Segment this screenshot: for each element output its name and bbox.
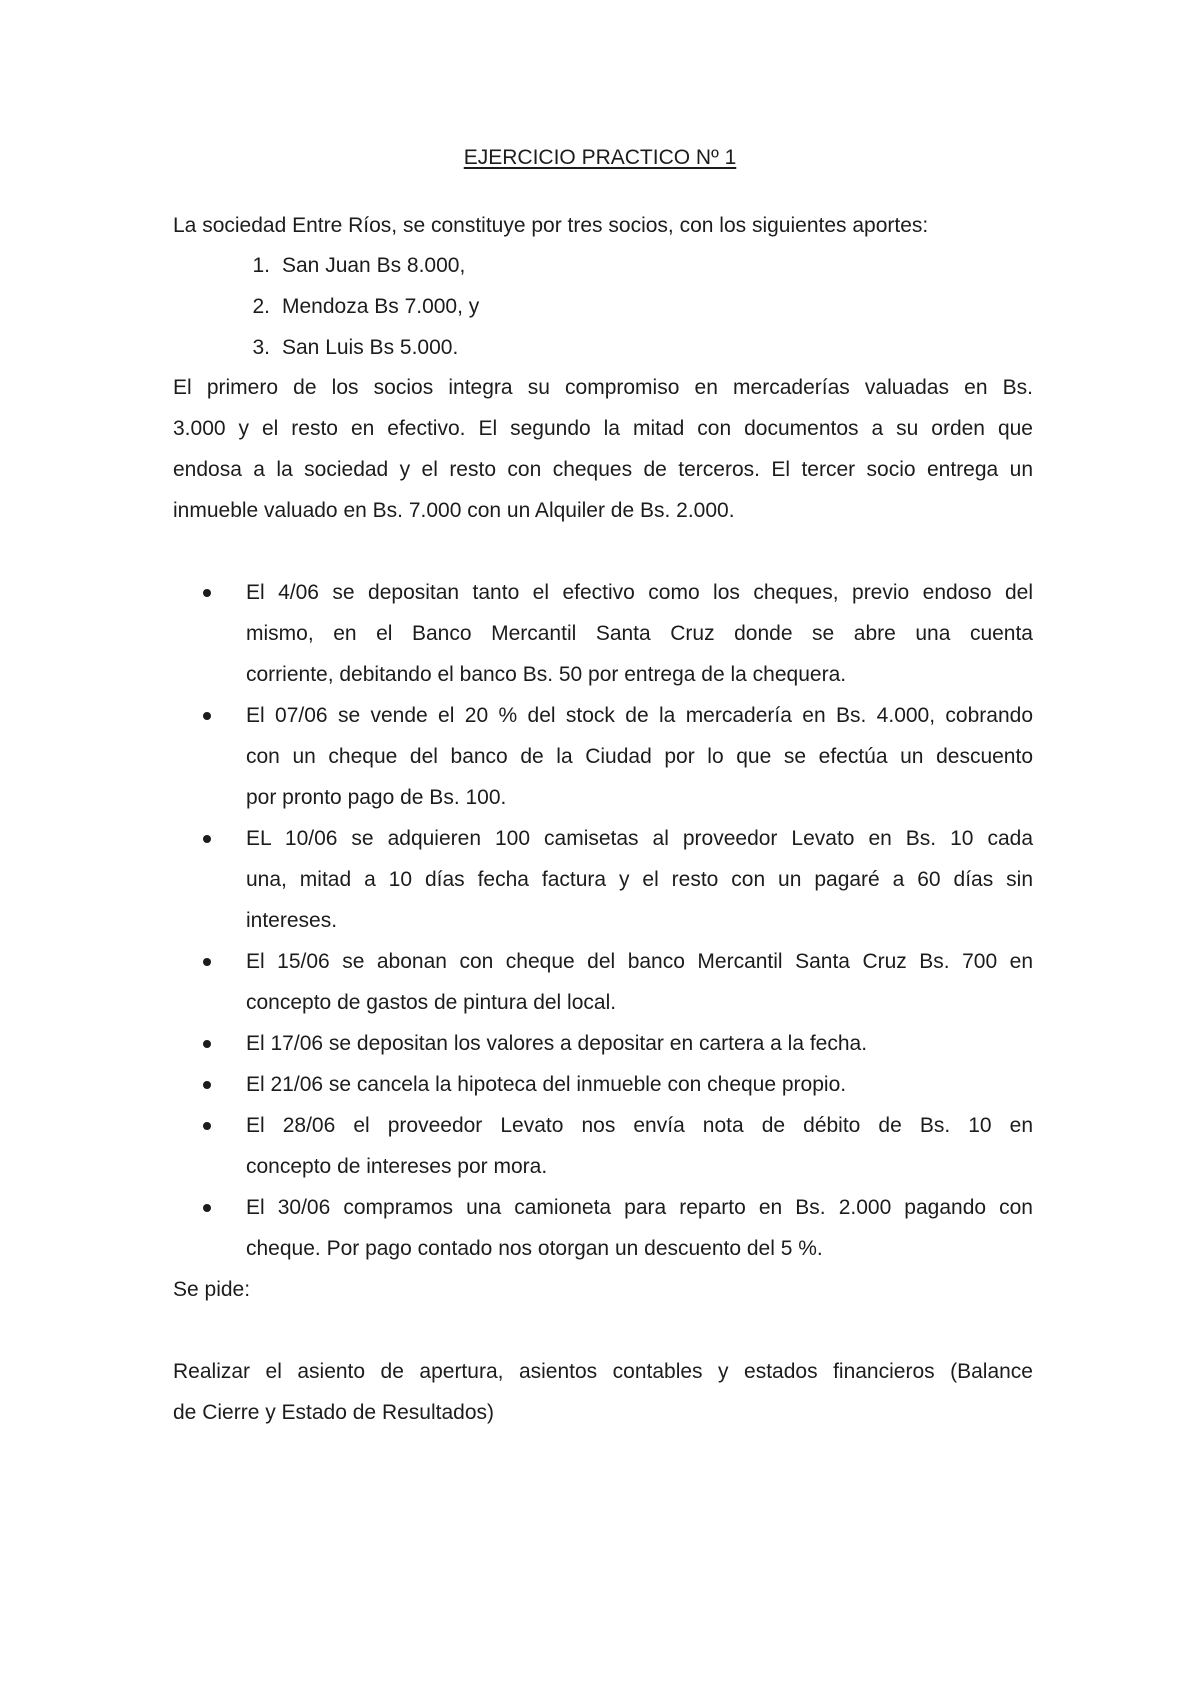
bullet-icon bbox=[203, 949, 213, 959]
bullet-icon bbox=[203, 1072, 213, 1082]
bullet-icon bbox=[203, 1031, 213, 1041]
paragraph-line: El primero de los socios integra su compromiso en mercaderías valuadas en Bs. bbox=[173, 376, 1033, 399]
list-item-line: El 4/06 se depositan tanto el efectivo como los cheques, previo endoso del bbox=[246, 581, 1033, 604]
request-label: Se pide: bbox=[173, 1278, 251, 1301]
intro-text: La sociedad Entre Ríos, se constituye por tres socios, con los siguientes aportes: bbox=[173, 214, 929, 237]
list-item-line: por pronto pago de Bs. 100. bbox=[246, 786, 507, 809]
bullet-icon bbox=[203, 826, 213, 836]
list-item-line: EL 10/06 se adquieren 100 camisetas al proveedor Levato en Bs. 10 cada bbox=[246, 827, 1033, 850]
paragraph-line: inmueble valuado en Bs. 7.000 con un Alquiler de Bs. 2.000. bbox=[173, 499, 735, 522]
list-item-line: El 07/06 se vende el 20 % del stock de la mercadería en Bs. 4.000, cobrando bbox=[246, 704, 1033, 727]
list-item-line: una, mitad a 10 días fecha factura y el resto con un pagaré a 60 días sin bbox=[246, 868, 1033, 891]
list-item-line: El 28/06 el proveedor Levato nos envía nota de débito de Bs. 10 en bbox=[246, 1114, 1033, 1137]
list-item-line: intereses. bbox=[246, 909, 338, 932]
list-item-line: con un cheque del banco de la Ciudad por lo que se efectúa un descuento bbox=[246, 745, 1033, 768]
list-item-line: El 15/06 se abonan con cheque del banco Mercantil Santa Cruz Bs. 700 en bbox=[246, 950, 1033, 973]
bullet-icon bbox=[203, 1113, 213, 1123]
list-item-line: concepto de intereses por mora. bbox=[246, 1155, 548, 1178]
list-item-line: El 17/06 se depositan los valores a depositar en cartera a la fecha. bbox=[246, 1032, 868, 1055]
list-item-line: corriente, debitando el banco Bs. 50 por entrega de la chequera. bbox=[246, 663, 847, 686]
list-number: 1. bbox=[252, 254, 270, 277]
list-item: Mendoza Bs 7.000, y bbox=[282, 295, 480, 318]
list-number: 3. bbox=[252, 336, 270, 359]
list-item-line: cheque. Por pago contado nos otorgan un descuento del 5 %. bbox=[246, 1237, 823, 1260]
paragraph-line: de Cierre y Estado de Resultados) bbox=[173, 1401, 494, 1424]
list-item-line: El 30/06 compramos una camioneta para reparto en Bs. 2.000 pagando con bbox=[246, 1196, 1033, 1219]
list-item: San Luis Bs 5.000. bbox=[282, 336, 459, 359]
list-item-line: mismo, en el Banco Mercantil Santa Cruz donde se abre una cuenta bbox=[246, 622, 1033, 645]
paragraph-line: Realizar el asiento de apertura, asientos contables y estados financieros (Balance bbox=[173, 1360, 1033, 1383]
page-title: EJERCICIO PRACTICO Nº 1 bbox=[463, 146, 737, 169]
bullet-icon bbox=[203, 580, 213, 590]
bullet-icon bbox=[203, 1195, 213, 1205]
paragraph-line: 3.000 y el resto en efectivo. El segundo la mitad con documentos a su orden que bbox=[173, 417, 1033, 440]
list-item-line: concepto de gastos de pintura del local. bbox=[246, 991, 617, 1014]
list-item-line: El 21/06 se cancela la hipoteca del inmueble con cheque propio. bbox=[246, 1073, 847, 1096]
list-number: 2. bbox=[252, 295, 270, 318]
bullet-icon bbox=[203, 703, 213, 713]
list-item: San Juan Bs 8.000, bbox=[282, 254, 466, 277]
paragraph-line: endosa a la sociedad y el resto con cheques de terceros. El tercer socio entrega un bbox=[173, 458, 1033, 481]
